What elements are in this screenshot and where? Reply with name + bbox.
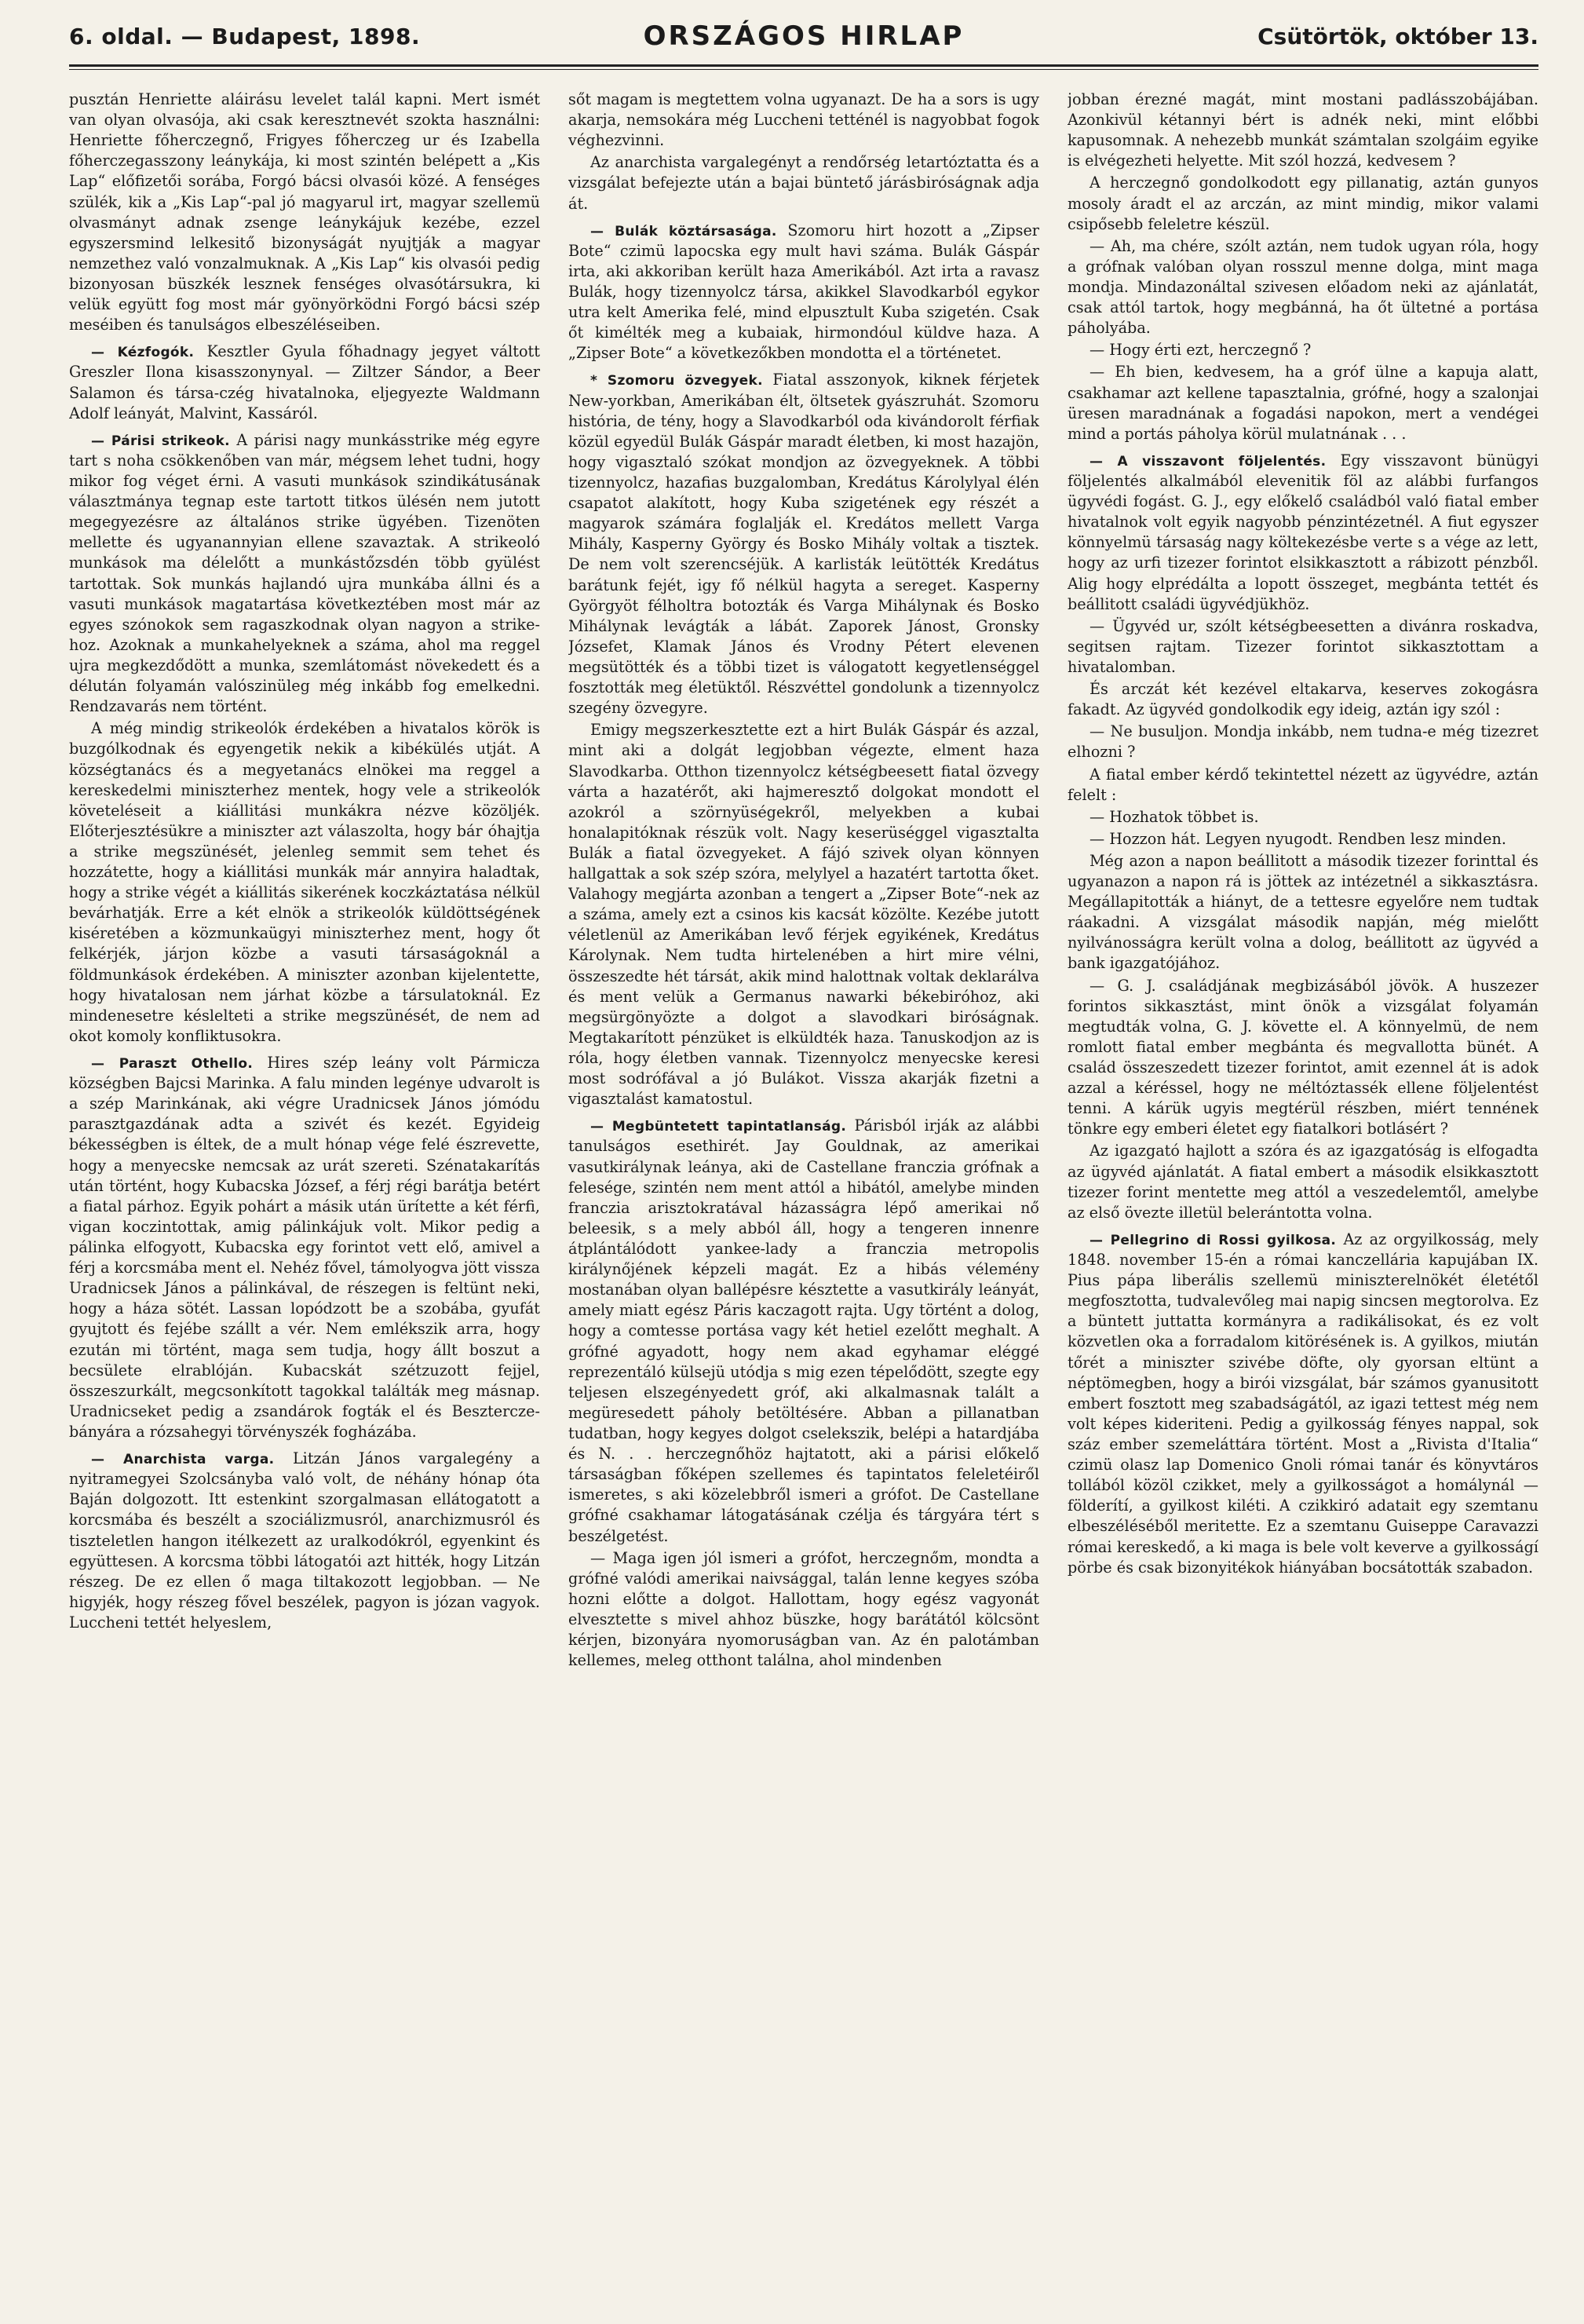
- article-text: sőt magam is megtettem volna ugyanazt. De ha a sors is ugy akarja, nemsokára még Luccheni tetténél is nagyobbat fogok véghezvinni.: [568, 90, 1039, 150]
- article-paragraph: [1068, 451, 1538, 615]
- article-text: — G. J. családjának megbizásából jövök. A huszezer forintos sikkasztást, mint önök a vizsgálat folyamán megtudták volna, G. J. követte el. A könnyelmü, de nem romlott fiatal ember megbánta és megvallotta bünét. A család összeszedett tizezer forintot, amit ezennel át is adok azzal a kéréssel, hogy ne méltóztassék ellene följelentést tenni. A kárük ugyis megtérül részben, miért tennének tönkre egy emberi életet egy fiatalkori botlásért ?: [1068, 976, 1538, 1138]
- article-paragraph: [69, 90, 540, 335]
- article-text: jobban érezné magát, mint mostani padlásszobájában. Azonkivül kétannyi bért is adnék neki, mint előbbi kapusomnak. A nehezebb munkát számtalan szolgáim egyike is elvégezheti helyette. Mit szól hozzá, kedvesem ?: [1068, 90, 1538, 170]
- article-heading: — Kézfogók.: [91, 345, 195, 361]
- article-text: — Ne busuljon. Mondja inkább, nem tudna-e még tizezret elhozni ?: [1068, 722, 1538, 762]
- article-paragraph: [69, 1053, 540, 1442]
- masthead: [69, 14, 1538, 58]
- article-paragraph: [69, 1449, 540, 1633]
- article-paragraph: [1068, 340, 1538, 360]
- article-text: A fiatal ember kérdő tekintettel nézett az ügyvédre, aztán felelt :: [1068, 765, 1538, 804]
- article-text: Egy visszavont bünügyi följelentés alkalmából elevenitik föl az alábbi furfangos ügyvédi fogást. G. J., egy előkelő családból való fiatal ember hivatalnok volt egyik nagyobb pénzintézetnél. A fiut egyszer könnyelmü társaság nagy költekezésbe verte s a vége az lett, hogy az urfi tizezer forintot elsikkasztott a rábizott pénzből. Alig hogy elprédálta a lopott összeget, megbánta tettét és beállitott családi ügyvédjükhöz.: [1068, 451, 1538, 613]
- column-2: [568, 90, 1039, 2307]
- article-heading: * Szomoru özvegyek.: [590, 373, 763, 389]
- article-text: Az igazgató hajlott a szóra és az igazgatóság is elfogadta az ügyvéd ajánlatát. A fiatal embert a második elsikkasztott tizezer forint mentette meg attól a veszedelemtől, amelybe az első övezte illetül belerántotta volna.: [1068, 1142, 1538, 1222]
- masthead-rule-thin: [69, 69, 1538, 70]
- article-text: Kesztler Gyula főhadnagy jegyet váltott Greszler Ilona kisasszonynyal. — Ziltzer Sándor, a Beer Salamon és társa-czég hivatalnoka, eljegyezte Waldmann Adolf leányát, Malvint, Kassáról.: [69, 342, 540, 422]
- article-text: — Hozzon hát. Legyen nyugodt. Rendben lesz minden.: [1089, 829, 1506, 848]
- article-text: Még azon a napon beállitott a második tizezer forinttal és ugyanazon a napon rá is jöttek az intézetnél a sikkasztásra. Megállapitották a hiányt, de a tettesre egyelőre nem tudtak ráakadni. A vizsgálat második napján, még mielőtt nyilvánosságra került volna a dolog, beállitott az ügyvéd a bank igazgatójához.: [1068, 851, 1538, 973]
- article-paragraph: [1068, 173, 1538, 234]
- article-heading: — Paraszt Othello.: [91, 1056, 254, 1072]
- article-text: pusztán Henriette aláirásu levelet talál kapni. Mert ismét van olyan olvasója, aki csak keresztnevét szokta használni: Henriette főherczegnő, Frigyes főherczeg ur és Izabella főherczegasszony leánykája, ki most szintén belépett a „Kis Lap“ előfizetői sorába, Forgó bácsi olvasói közé. A fenséges szülék, kik a „Kis Lap“-pal jó magyarul irt, magyar szellemü olvasmányt adnak zsenge leánykájuk kezébe, ezzel egyszersmind lelkesitő bizonyságát nyujtják a magyar nemzethez való vonzalmuknak. A „Kis Lap“ kis olvasói pedig bizonyosan büszkék lesznek fenséges olvasótársukra, ki velük együtt fog most már gyönyörködni Forgó bácsi szép meséiben és tanulságos elbeszéléseiben.: [69, 90, 540, 334]
- article-paragraph: [1068, 807, 1538, 828]
- article-paragraph: [568, 90, 1039, 151]
- article-paragraph: [1068, 1230, 1538, 1578]
- newspaper-title: ORSZÁGOS HIRLAP: [643, 20, 965, 52]
- article-paragraph: [69, 430, 540, 718]
- article-text: — Hogy érti ezt, herczegnő ?: [1089, 341, 1312, 360]
- article-columns: [69, 90, 1538, 2307]
- article-paragraph: [1068, 765, 1538, 806]
- article-heading: — A visszavont följelentés.: [1089, 453, 1327, 470]
- article-text: — Maga igen jól ismeri a grófot, herczegnőm, mondta a grófné valódi amerikai naivsággal, talán lenne kegyes szóba hozni előtte a dolgot. Hallottam, hogy egész vagyonát elvesztette s mivel ahhoz büszke, hogy barátától kölcsönt kérjen, bizonyára nyomoruságban van. Az én palotámban kellemes, meleg otthont találna, ahol mindenben: [568, 1548, 1039, 1670]
- article-paragraph: [1068, 236, 1538, 339]
- article-text: Párisból irják az alábbi tanulságos esethirét. Jay Gouldnak, az amerikai vasutkirálynak leánya, aki de Castellane franczia grófnak a felesége, szintén nem ment attól a hibától, amelybe minden franczia arisztokratával házasságra lépő amerikai nő beleesik, s a mely abból áll, hogy a tengeren innenre átplántálódott yankee-lady a franczia metropolis királynőjének képzeli magát. Ez a hibás vélemény mostanában olyan ballépésre késztette a vasutkirály leányát, amely miatt egész Páris kaczagott rajta. Ugy történt a dolog, hogy a comtesse portása vagy két hetiel ezelőtt meghalt. A grófné agyadott, hogy nem akad egyhamar eléggé reprezentáló külsejü utódja s mig ezen tépelődött, szegte egy teljesen elszegényedett gróf, aki alkalmasnak talált a megüresedett páholy betöltésére. Abban a pillanatban tudatban, hogy kegyes dolgot cselekszik, belépi a hatardjába és N. . . herczegnőhöz hajtatott, aki a párisi előkelő társaságban főképen szellemes és tapintatos feleletéiről ismeretes, s aki közelebbről ismeri a grófot. De Castellane grófné csakhamar látogatásának czélja és tárgyára tért s beszélgetést.: [568, 1116, 1039, 1545]
- article-text: És arczát két kezével eltakarva, keserves zokogásra fakadt. Az ügyvéd gondolkodik egy ideig, aztán igy szól :: [1068, 680, 1538, 719]
- article-text: Emigy megszerkesztette ezt a hirt Bulák Gáspár és azzal, mint aki a dolgát legjobban végezte, elment haza Slavodkarba. Otthon tizennyolcz kétségbeesett fiatal özvegy várta a hazatérőt, aki hajmeresztő dolgokat mondott el azokról a szörnyüségekről, melyekben a kubai honalapitóknak részük volt. Nagy keserüséggel vigasztalta Bulák a fiatal özvegyeket. A fájó szivek olyan könnyen hallgattak a sok szép szóra, melylyel a hazatért tartotta őket. Valahogy megjárta azonban a tengert a „Zipser Bote“-nek az a száma, amely ezt a csinos kis kacsát közölte. Kezébe jutott véletlenül az Amerikában levő férjek egyikének, Kredátus Károlynak. Nem tudta hirtelenében a hirt mire vélni, összeszedte hét társát, akik mind halottnak voltak deklarálva és ment velük a Germanus nawarki békebiróhoz, aki megsürgönyözte a dolgot a slavodkari biróságnak. Megtakarított pénzüket is elküldték haza. Tanuskodjon az is róla, hogy életben vannak. Tizennyolcz menyecske keresi most sodrófával a jó Bulákot. Vissza akarják fizetni a vigasztalást kamatostul.: [568, 721, 1039, 1109]
- article-paragraph: [1068, 362, 1538, 444]
- article-paragraph: [1068, 851, 1538, 974]
- article-paragraph: [1068, 976, 1538, 1140]
- masthead-rule: [69, 64, 1538, 67]
- article-paragraph: [1068, 679, 1538, 720]
- article-paragraph: [1068, 1141, 1538, 1222]
- article-text: A még mindig strikeolók érdekében a hivatalos körök is buzgólkodnak és egyengetik nekik a kibékülés utját. A községtanács és a megyetanács elnökei ma reggel a kereskedelmi miniszterhez mentek, hogy vele a strikeolók követeléseit a kiállitási munkákra nézve közöljék. Előterjesztésükre a miniszter azt válaszolta, hogy bár óhajtja a strike megszünését, jelenleg semmit sem tehet és hozzátette, hogy a kiállitási munkák már annyira haladtak, hogy a strike végét a kiállitás sikerének koczkáztatása nélkül bevárhatják. Erre a két elnök a strikeolók küldöttségének kiséretében a közmunkaügyi miniszterhez ment, hogy őt felkérjék, járjon közbe a vasuti társaságoknál a földmunkások érdekében. A miniszter azonban kijelentette, hogy hivatalosan nem járhat közbe a társulatoknál. Ez mindenesetre késlelteti a strike megszünését, de nem ad okot komoly konfliktusokra.: [69, 719, 540, 1045]
- article-paragraph: [69, 718, 540, 1047]
- article-text: A párisi nagy munkásstrike még egyre tart s noha csökkenőben van már, mégsem lehet tudni, hogy mikor fog véget érni. A vasuti munkások szindikátusának választmánya tegnap este tartott titkos ülésén nem jutott megegyezésre az általános strike ügyében. Tizenöten mellette és ugyanannyian ellene szavaztak. A strikeoló munkások ma délelőtt a munkástőzsdén több gyülést tartottak. Sok munkás hajlandó ujra munkába állni és a vasuti munkások magatartása következtében most már az egyes szónokok sem ragaszkodnak olyan nagyon a strike-hoz. Azoknak a munkahelyeknek a száma, ahol ma reggel ujra megkezdődött a munka, szemlátomást növekedett és a délután folyamán valószinüleg még inkább fog emelkedni. Rendzavarás nem történt.: [69, 430, 540, 716]
- article-paragraph: [568, 152, 1039, 214]
- article-heading: — Bulák köztársasága.: [590, 223, 777, 239]
- article-text: Fiatal asszonyok, kiknek férjetek New-yorkban, Amerikában élt, öltsetek gyászruhát. Szomoru história, de tény, hogy a Slavodkarból oda kivándorolt férfiak közül egyedül Bulák Gáspár maradt életben, ki most hazajön, hogy vigasztaló szókat mondjon az özvegyeknek. A többi tizennyolcz, hazafias buzgalomban, Kredátus Károlylyal élén csapatot alakított, hogy Kuba szigetének egy részét a magyarok számára foglalják el. Kredátos mellett Varga Mihály, Kasperny György és Bosko Mihály voltak a tisztek. De nem volt szerencséjük. A karlisták leütötték Kredátus barátunk fejét, igy fő nélkül hagyta a sereget. Kasperny Györgyöt félholtra botozták és Varga Mihálynak és Bosko Mihálynak levágták a lábát. Zaporek Jánost, Gronsky Józsefet, Klamak János és Vrodny Pétert elevenen megsütötték és a többi tizet is válogatott kegyetlenséggel fosztották meg életüktől. Részvéttel gondolunk a tizennyolcz szegény özvegyre.: [568, 371, 1039, 718]
- article-paragraph: [568, 1116, 1039, 1546]
- article-paragraph: [1068, 616, 1538, 678]
- article-paragraph: [1068, 90, 1538, 171]
- page-info: 6. oldal. — Budapest, 1898.: [69, 23, 421, 49]
- article-text: Az anarchista vargalegényt a rendőrség letartóztatta és a vizsgálat befejezte után a bajai büntető járásbiróságnak adja át.: [568, 153, 1039, 213]
- article-text: Az az orgyilkosság, mely 1848. november 15-én a római kanczellária kapujában IX. Pius pápa liberális szellemü miniszterelnökét életétől megfosztotta, tudvalevőleg mai napig sincsen megtorolva. Ez a büntett juttatta kormányra a radikálisokat, és ez volt közvetlen oka a forradalom kitörésének is. A gyilkos, miután tőrét a miniszter szivébe döfte, oly gyorsan eltünt a néptömegben, hogy a birói vizsgálat, bár számos gyanusitott embert fosztott meg szabadságától, az igazi tettest még nem volt képes kideriteni. Pedig a gyilkosság fényes nappal, sok száz ember szemeláttára történt. Most a „Rivista d'Italia“ czimü olasz lap Domenico Gnoli római tanár és könyvtáros tollából közöl czikket, mely a gyilkosságot a homálynál — földerítí, a gyilkost kiléti. A czikkiró adatait egy szemtanu elbeszéléséből meritette. Ez a szemtanu Guiseppe Caravazzi római kereskedő, a ki maga is bele volt keverve a gyilkosságí pörbe és csak bizonyitékok hiányában bocsátották szabadon.: [1068, 1230, 1538, 1577]
- article-paragraph: [568, 720, 1039, 1109]
- column-3: [1068, 90, 1538, 2307]
- article-text: — Ügyvéd ur, szólt kétségbeesetten a divánra roskadva, segitsen rajtam. Tizezer forintot sikkasztottam a hivatalomban.: [1068, 616, 1538, 676]
- article-text: — Ah, ma chére, szólt aztán, nem tudok ugyan róla, hogy a grófnak valóban olyan rosszul menne dolga, mint maga mondja. Mindazonáltal szivesen előadom neki az ajánlatát, csak attól tartok, hogy megbánná, ha őt ültetné a portása páholyába.: [1068, 236, 1538, 338]
- article-paragraph: [568, 221, 1039, 364]
- article-paragraph: [69, 342, 540, 423]
- article-paragraph: [1068, 722, 1538, 762]
- article-paragraph: [568, 1548, 1039, 1672]
- article-text: Szomoru hirt hozott a „Zipser Bote“ czimü lapocska egy mult havi száma. Bulák Gáspár irta, aki akkoriban került haza Amerikából. Azt irta a ravasz Bulák, hogy tizennyolcz társa, akikkel Slavodkarból egykor utra kelt Amerika felé, mind elpusztult Kuba szigetén. Csak őt kimélték meg a kubaiak, hirmondóul küldve haza. A „Zipser Bote“ a következőkben mondotta el a történetet.: [568, 221, 1039, 363]
- article-text: — Eh bien, kedvesem, ha a gróf ülne a kapuja alatt, csakhamar azt kellene tapasztalnia, grófné, hogy a szalonjai üresen maradnának a fogadási napokon, mert a vendégei mind a portás páholya körül mulatnának . . .: [1068, 363, 1538, 443]
- article-paragraph: [1068, 829, 1538, 850]
- article-paragraph: [568, 370, 1039, 718]
- newspaper-page: [69, 14, 1538, 2307]
- issue-date: Csütörtök, október 13.: [1257, 23, 1538, 49]
- article-heading: — Párisi strikeok.: [91, 433, 230, 449]
- article-text: A herczegnő gondolkodott egy pillanatig, aztán gunyos mosoly áradt el az arczán, az mint mindig, mikor valami csipősebb feleletre készül.: [1068, 174, 1538, 233]
- article-text: Hires szép leány volt Pármicza községben Bajcsi Marinka. A falu minden legénye udvarolt is a szép Marinkának, aki végre Uradnicsek János jómódu parasztgazdának adta a szivét és kezét. Egyideig békességben is éltek, de a mult hónap vége felé észrevette, hogy a menyecske nemcsak az urát szereti. Szénatakarítás után történt, hogy Kubacska József, a férj régi barátja betért a fiatal párhoz. Egyik pohárt a másik után ürítette a két férfi, vigan koczintottak, amig pálinkájuk volt. Mikor pedig a pálinka elfogyott, Kubacska egy forintot vett elő, amivel a férj a korcsmába ment el. Nehéz fővel, támolyogva jött vissza Uradnicsek János a pálinkával, de részegen is feltünt neki, hogy a háza sötét. Lassan lopódzott be a szobába, gyufát gyujtott és fejébe szállt a vér. Nem emlékszik arra, hogy ezután mi történt, maga sem tudja, hogy állt boszut a becsülete elrablóján. Kubacskát szétzuzott fejjel, összeszurkált, megcsonkított tagokkal találták meg másnap. Uradnicseket pedig a zsandárok fogták el és Besztercze-bányára a rózsahegyi törvényszék fogházába.: [69, 1054, 540, 1441]
- article-text: — Hozhatok többet is.: [1089, 807, 1259, 826]
- column-1: [69, 90, 540, 2307]
- article-heading: — Anarchista varga.: [91, 1452, 275, 1468]
- article-heading: — Pellegrino di Rossi gyilkosa.: [1089, 1232, 1337, 1248]
- article-text: Litzán János vargalegény a nyitramegyei Szolcsányba való volt, de néhány hónap óta Baján dolgozott. Itt estenkint szorgalmasan ellátogatott a korcsmába és beszélt a szociálizmusról, anarchizmusról és tiszteletlen hangon itélkezett az uralkodókról, egyenkint és együttesen. A korcsma többi látogatói azt hitték, hogy Litzán részeg. De ez ellen ő maga tiltakozott legjobban. — Ne higyjék, hogy részeg fővel beszélek, pagyon is józan vagyok. Luccheni tettét helyeslem,: [69, 1449, 540, 1632]
- article-heading: — Megbüntetett tapintatlanság.: [590, 1119, 847, 1135]
